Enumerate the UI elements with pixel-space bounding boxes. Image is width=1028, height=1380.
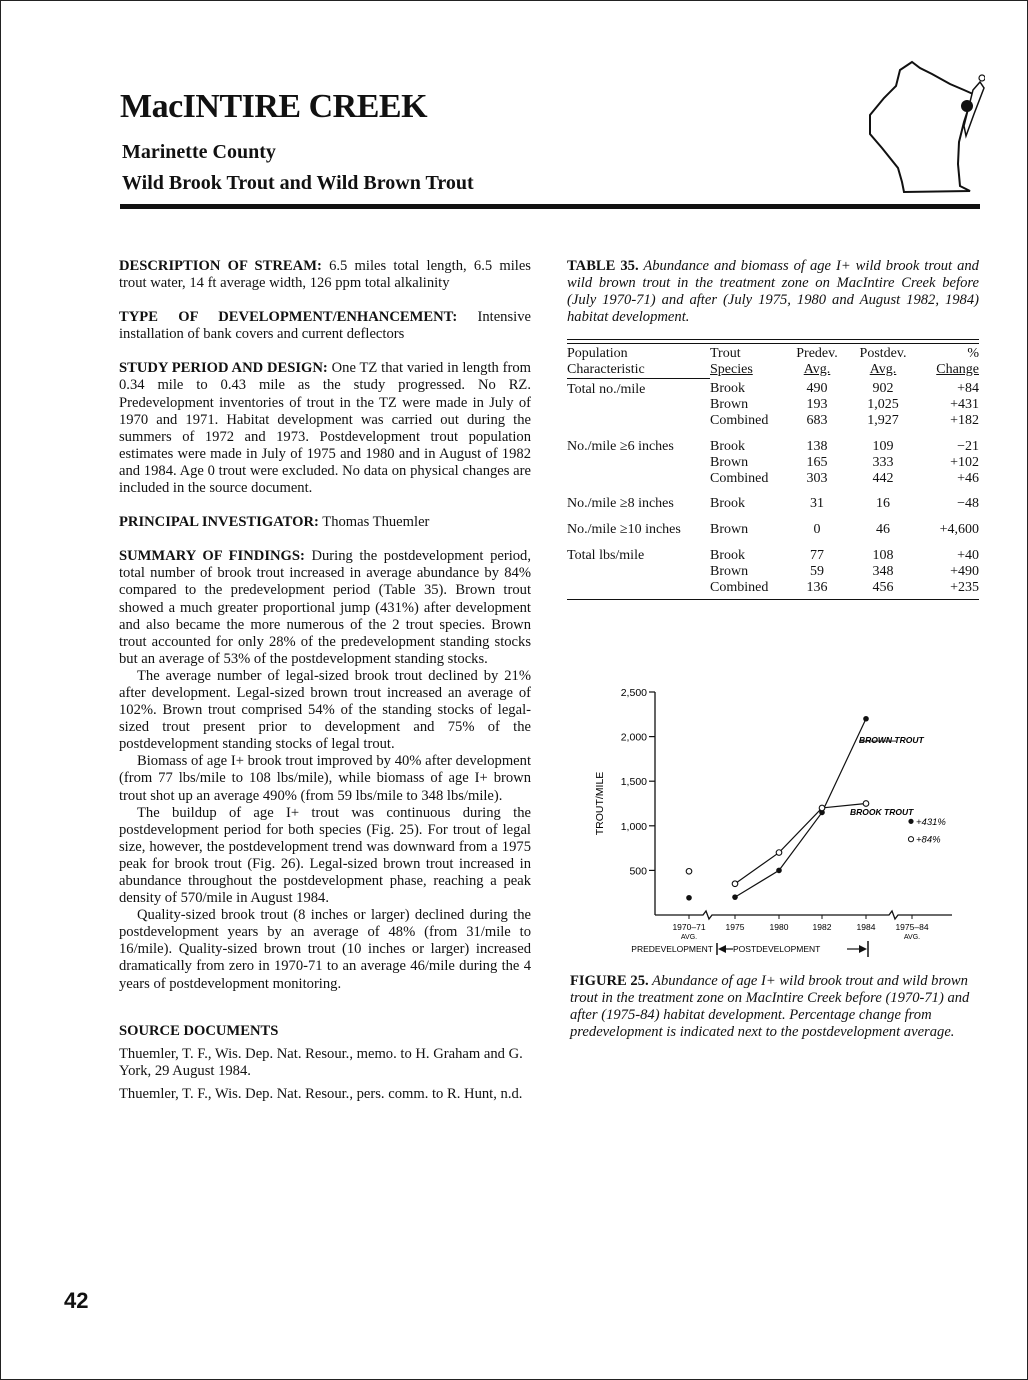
header-rule [120,204,980,209]
figure-caption: FIGURE 25. Abundance of age I+ wild brook trout and wild brown trout in the treatment zone on MacIntire Creek before (1970-71) and after (1975-84) habitat development. Percentage change from predevelopment is indicated next to the postdevelopment average. [570,973,970,1041]
source-document-2: Thuemler, T. F., Wis. Dep. Nat. Resour., pers. comm. to R. Hunt, n.d. [119,1085,523,1102]
cell-postdev-avg: 902 [872,381,894,397]
cell-predev-avg: 136 [806,579,828,595]
brown-trout-point [732,894,738,900]
table-row [567,580,979,596]
location-marker [961,100,973,112]
x-sublabel-predev: AVG. [680,934,698,941]
cell-postdev-avg: 1,927 [867,413,899,429]
x-tick-label: 1980 [769,922,789,932]
sources-heading: SOURCE DOCUMENTS [119,1022,279,1039]
cell-percent-change: +46 [957,470,979,486]
brook-trout-change-label: +84% [916,834,941,846]
header-change-2: Change [936,361,979,377]
arrow-left-icon [718,945,726,953]
cell-predev-avg: 490 [806,381,828,397]
summary-legal-size-paragraph: The average number of legal-sized brook trout declined by 21% after development. Legal-sized brown trout increased an average of 102%. Brown trout comprised 54% of the standing stocks of legal-sized trout present prior to development and 75% of the postdevelopment standing stocks of legal trout. [119,667,531,753]
cell-postdev-avg: 16 [876,496,890,512]
cell-species: Brook [710,496,745,512]
cell-predev-avg: 0 [813,522,821,538]
cell-predev-avg: 31 [810,496,824,512]
cell-characteristic: No./mile ≥10 inches [567,522,681,538]
cell-postdev-avg: 348 [872,563,894,579]
page-title: MacINTIRE CREEK [120,88,428,125]
table-header-row [567,362,979,378]
brook-trout-predev-point [686,868,692,874]
summary-buildup-paragraph: The buildup of age I+ trout was continuous during the postdevelopment period for both species (Fig. 25). For trout of legal size, however, the postdevelopment trend was downward from a 1975 peak for brook trout (Fig. 26). Legal-sized brown trout increased in abundance throughout the postdevelopment phase, reaching a peak density of 570/mile in August 1984. [119,804,531,907]
cell-percent-change: +84 [957,381,979,397]
brown-trout-change-label: +431% [916,816,946,828]
header-postdev-1: Postdev. [859,346,907,361]
development-type-paragraph: TYPE OF DEVELOPMENT/ENHANCEMENT: Intensive installation of bank covers and current deflectors [119,309,531,343]
cell-species: Brook [710,547,745,563]
y-tick-label: 1,000 [620,820,647,833]
cell-characteristic [567,471,710,487]
cell-species: Brown [710,454,749,470]
brook-trout-point [863,801,869,807]
y-tick-label: 500 [629,865,647,878]
county-subtitle: Marinette County [122,141,276,163]
source-document-1: Thuemler, T. F., Wis. Dep. Nat. Resour., memo. to H. Graham and G. York, 29 August 1984. [119,1045,523,1079]
y-tick-label: 1,500 [620,776,647,789]
header-predev-2: Avg. [803,361,831,377]
table-row [567,455,979,471]
main-text-column [119,258,531,1109]
header-postdev-2: Avg. [869,361,897,377]
table-header-row [567,346,979,362]
header-characteristic-1: Population [567,346,628,361]
cell-percent-change: +235 [950,579,979,595]
brook-trout-point [776,850,782,856]
wisconsin-map-icon [860,60,985,200]
brown-trout-predev-point [686,895,692,901]
description-paragraph: DESCRIPTION OF STREAM: 6.5 miles total length, 6.5 miles trout water, 14 ft average width, 126 ppm total alkalinity [119,258,531,292]
predevelopment-label: PREDEVELOPMENT [631,944,713,954]
table-row [567,486,979,512]
header-characteristic-2: Characteristic [567,362,710,378]
brown-trout-postdev-marker [908,819,913,824]
arrow-right-icon [859,945,867,953]
table-body [567,378,979,595]
x-tick-label: 1975 [725,922,745,932]
study-design-paragraph: STUDY PERIOD AND DESIGN: One TZ that varied in length from 0.34 mile to 0.43 mile as the study progressed. No RZ. Predevelopment inventories of trout in the TZ were made in July of 1970 and 1971. Habitat development was carried out during the summers of 1972 and 1973. Postdevelopment trout population estimates were made in July of 1975 and 1980 and in August of 1982 and 1984. Age 0 trout were excluded. No data on physical changes are included in the source document. [119,360,531,497]
cell-characteristic [567,564,710,580]
header-species-2: Species [710,361,753,377]
investigator-paragraph: PRINCIPAL INVESTIGATOR: Thomas Thuemler [119,514,430,531]
cell-percent-change: +40 [957,547,979,563]
brown-trout-label: BROWN TROUT [859,734,924,745]
species-subtitle: Wild Brook Trout and Wild Brown Trout [122,172,474,194]
brown-trout-point [863,716,869,722]
cell-characteristic [567,397,710,413]
table-caption: TABLE 35. Abundance and biomass of age I+ wild brook trout and wild brown trout in the treatment zone on MacIntire Creek before (July 1970-71) and after (July 1975, 1980 and August 1982, 1984) habitat development. [567,258,979,326]
cell-characteristic: No./mile ≥8 inches [567,496,674,512]
cell-percent-change: −48 [957,496,979,512]
table-row [567,538,979,564]
y-tick-label: 2,500 [620,687,647,699]
brook-trout-point [732,881,738,887]
cell-species: Brook [710,438,745,454]
cell-species: Brown [710,522,749,538]
cell-predev-avg: 303 [806,470,828,486]
table-row [567,397,979,413]
y-tick-label: 2,000 [620,731,647,744]
cell-species: Brown [710,397,749,413]
cell-percent-change: −21 [957,438,979,454]
header-predev-1: Predev. [796,346,838,361]
cell-species: Combined [710,470,769,486]
cell-characteristic: Total lbs/mile [567,547,645,563]
cell-characteristic: No./mile ≥6 inches [567,438,674,454]
cell-characteristic [567,413,710,429]
cell-percent-change: +431 [950,397,979,413]
table-row [567,378,979,397]
header-change-1: % [967,346,979,361]
cell-species: Brook [710,381,745,397]
postdevelopment-label: POSTDEVELOPMENT [733,944,821,954]
y-axis-label: TROUT/MILE [594,771,606,836]
x-tick-label: 1975–84 [895,922,929,932]
x-tick-label: 1984 [856,922,876,932]
table-row [567,512,979,538]
cell-predev-avg: 59 [810,563,824,579]
table-row [567,564,979,580]
brook-trout-point [819,805,825,811]
cell-postdev-avg: 1,025 [867,397,899,413]
summary-paragraph: SUMMARY OF FINDINGS: During the postdevelopment period, total number of brook trout increased in average abundance by 84% compared to the predevelopment period (Table 35). Brown trout showed a much greater proportional jump (431%) after development and also became the more numerous of the 2 trout species. Brown trout accounted for only 28% of the predevelopment standing stocks but an average of 53% of the postdevelopment standing stocks. [119,548,531,667]
cell-predev-avg: 165 [806,454,828,470]
cell-percent-change: +4,600 [939,522,979,538]
cell-predev-avg: 77 [810,547,824,563]
cell-percent-change: +182 [950,413,979,429]
x-sublabel-postdev: AVG. [903,934,921,941]
table-row [567,413,979,429]
series-line [735,804,866,884]
x-axis [655,911,952,919]
brown-trout-point [776,868,782,874]
cell-predev-avg: 138 [806,438,828,454]
cell-characteristic [567,455,710,471]
table-top-rule [567,339,979,344]
x-tick-label: 1970–71 [672,922,706,932]
cell-species: Combined [710,579,769,595]
table-row [567,471,979,487]
brook-trout-label: BROOK TROUT [850,807,914,818]
cell-percent-change: +490 [950,563,979,579]
brook-trout-postdev-marker [908,837,913,842]
header-species-1: Trout [710,346,741,361]
cell-postdev-avg: 442 [872,470,894,486]
data-table [567,346,979,595]
cell-postdev-avg: 456 [872,579,894,595]
summary-quality-paragraph: Quality-sized brook trout (8 inches or larger) declined during the postdevelopment years by an average of 48% (from 31/mile to 16/mile). Quality-sized brown trout (10 inches or larger) increased dramatically from zero in 1970-71 to an average 46/mile during the 4 years of postdevelopment monitoring. [119,907,531,992]
cell-species: Combined [710,413,769,429]
table-bottom-rule [567,599,979,600]
cell-postdev-avg: 333 [872,454,894,470]
x-tick-label: 1982 [812,922,832,932]
trout-abundance-chart [567,680,979,965]
cell-species: Brown [710,563,749,579]
table-row [567,429,979,455]
cell-predev-avg: 193 [806,397,828,413]
summary-biomass-paragraph: Biomass of age I+ brook trout improved by 40% after development (from 77 lbs/mile to 108 lbs/mile), while biomass of age I+ brown trout shot up an average 490% (from 59 lbs/mile to 348 lbs/mile). [119,753,531,804]
cell-postdev-avg: 108 [872,547,894,563]
cell-percent-change: +102 [950,454,979,470]
cell-postdev-avg: 46 [876,522,890,538]
cell-postdev-avg: 109 [872,438,894,454]
page-number: 42 [64,1288,89,1313]
cell-characteristic [567,580,710,596]
cell-characteristic: Total no./mile [567,381,646,397]
cell-predev-avg: 683 [806,413,828,429]
